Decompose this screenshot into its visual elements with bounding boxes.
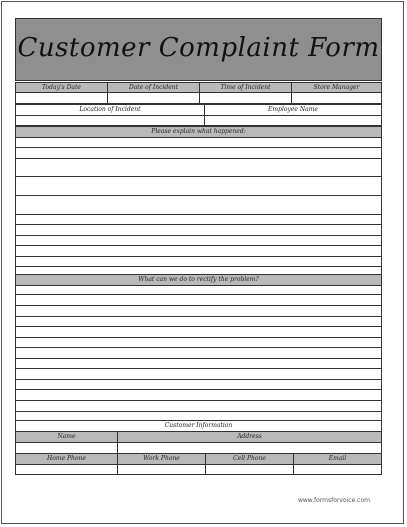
label-address: Address — [117, 431, 382, 443]
writing-line — [15, 400, 382, 401]
label-cell-phone: Cell Phone — [205, 453, 294, 465]
writing-line — [15, 147, 382, 148]
writing-line — [15, 358, 382, 359]
writing-line — [15, 305, 382, 306]
label-time-of-incident: Time of Incident — [199, 82, 292, 93]
writing-line — [15, 337, 382, 338]
section-explain-header: Please explain what happened: — [15, 126, 382, 138]
title-banner — [15, 18, 382, 81]
writing-line — [15, 294, 382, 295]
label-employee-name: Employee Name — [204, 104, 382, 116]
label-todays-date: Today's Date — [15, 82, 108, 93]
form-title: Customer Complaint Form — [17, 33, 380, 63]
writing-line — [15, 266, 382, 267]
writing-line — [15, 235, 382, 236]
field-date-of-incident[interactable] — [107, 92, 200, 104]
field-store-manager[interactable] — [291, 92, 382, 104]
section-customer-header: Customer Information — [15, 420, 382, 432]
writing-line — [15, 224, 382, 225]
writing-line — [15, 158, 382, 159]
writing-line — [15, 368, 382, 369]
field-home-phone[interactable] — [15, 464, 118, 475]
field-work-phone[interactable] — [117, 464, 206, 475]
writing-line — [15, 176, 382, 177]
field-cell-phone[interactable] — [205, 464, 294, 475]
writing-line — [15, 389, 382, 390]
field-email[interactable] — [293, 464, 382, 475]
writing-line — [15, 245, 382, 246]
footer-url: www.formsforvoice.com — [297, 497, 370, 504]
field-employee-name[interactable] — [204, 115, 382, 126]
writing-line — [15, 195, 382, 196]
label-work-phone: Work Phone — [117, 453, 206, 465]
field-location-of-incident[interactable] — [15, 115, 205, 126]
label-email: Email — [293, 453, 382, 465]
writing-line — [15, 379, 382, 380]
writing-line — [15, 326, 382, 327]
writing-line — [15, 316, 382, 317]
field-time-of-incident[interactable] — [199, 92, 292, 104]
field-todays-date[interactable] — [15, 92, 108, 104]
label-store-manager: Store Manager — [291, 82, 382, 93]
writing-line — [15, 214, 382, 215]
writing-line — [15, 256, 382, 257]
label-name: Name — [15, 431, 118, 443]
writing-line — [15, 347, 382, 348]
writing-line — [15, 411, 382, 412]
section-rectify-header: What can we do to rectify the problem? — [15, 274, 382, 286]
label-date-of-incident: Date of Incident — [107, 82, 200, 93]
label-location-of-incident: Location of Incident — [15, 104, 205, 116]
label-home-phone: Home Phone — [15, 453, 118, 465]
